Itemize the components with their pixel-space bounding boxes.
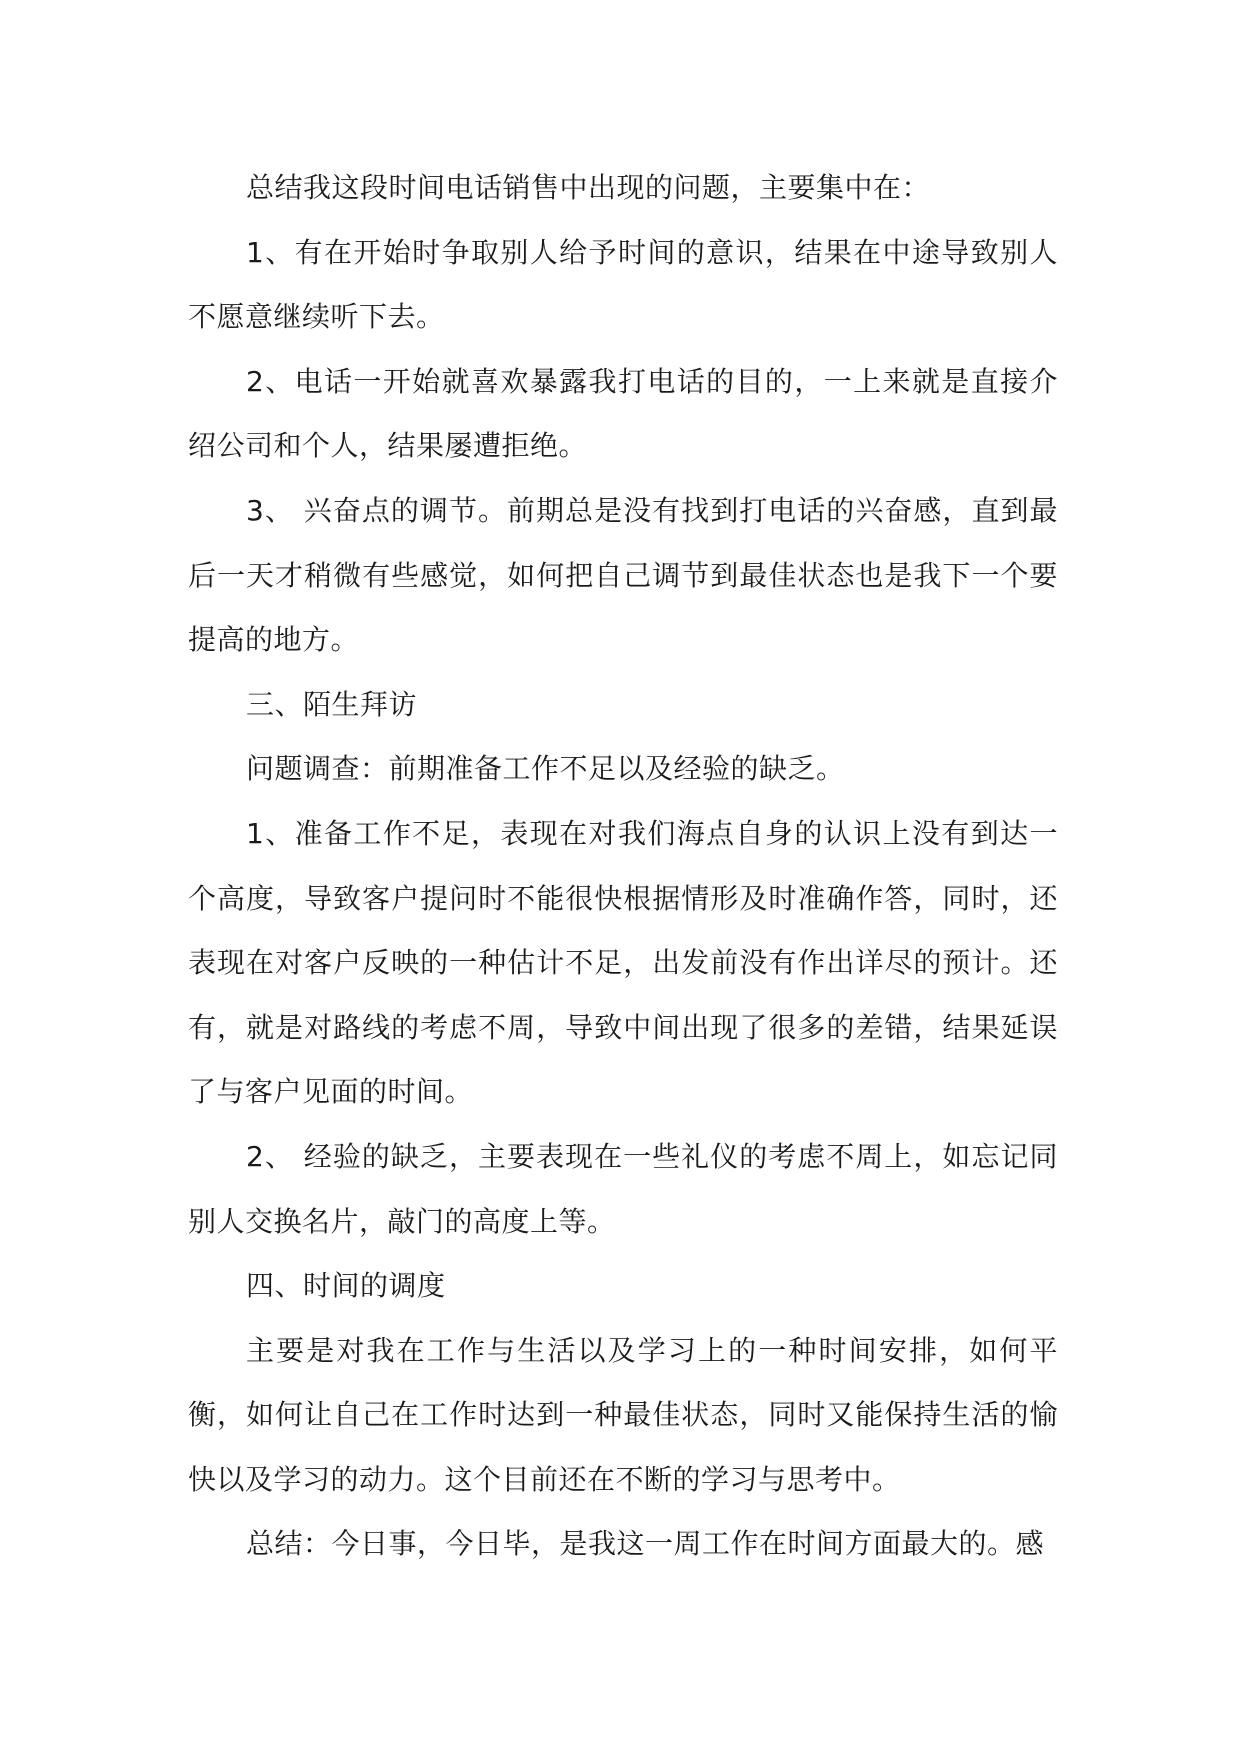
paragraph-visit-problem: 问题调查：前期准备工作不足以及经验的缺乏。	[246, 752, 845, 786]
paragraph-visit-issue-2: 2、 经验的缺乏，主要表现在一些礼仪的考虑不周上，如忘记同别人交换名片，敲门的高度上等。	[188, 1139, 1058, 1238]
document-body	[188, 156, 1058, 1577]
paragraph-phone-sales-summary: 总结我这段时间电话销售中出现的问题，主要集中在：	[246, 171, 931, 204]
paragraph-visit-issue-1: 1、准备工作不足，表现在对我们海点自身的认识上没有到达一个高度，导致客户提问时不能很快根据情形及时准确作答，同时，还表现在对客户反映的一种估计不足，出发前没有作出详尽的预计。还有，就是对路线的考虑不周，导致中间出现了很多的差错，结果延误了与客户见面的时间。	[188, 816, 1058, 1109]
paragraph-conclusion: 总结：今日事，今日毕，是我这一周工作在时间方面最大的。感	[246, 1527, 1045, 1561]
heading-time-scheduling: 四、时间的调度	[246, 1269, 446, 1303]
heading-cold-visit: 三、陌生拜访	[246, 687, 418, 721]
paragraph-time-scheduling: 主要是对我在工作与生活以及学习上的一种时间安排，如何平衡，如何让自己在工作时达到一种最佳状态，同时又能保持生活的愉快以及学习的动力。这个目前还在不断的学习与思考中。	[188, 1333, 1058, 1496]
paragraph-phone-issue-1: 1、有在开始时争取别人给予时间的意识，结果在中途导致别人不愿意继续听下去。	[188, 235, 1058, 334]
paragraph-phone-issue-2: 2、电话一开始就喜欢暴露我打电话的目的，一上来就是直接介绍公司和个人，结果屡遭拒绝。	[188, 364, 1058, 463]
paragraph-phone-issue-3: 3、 兴奋点的调节。前期总是没有找到打电话的兴奋感，直到最后一天才稍微有些感觉，如何把自己调节到最佳状态也是我下一个要提高的地方。	[188, 493, 1058, 657]
